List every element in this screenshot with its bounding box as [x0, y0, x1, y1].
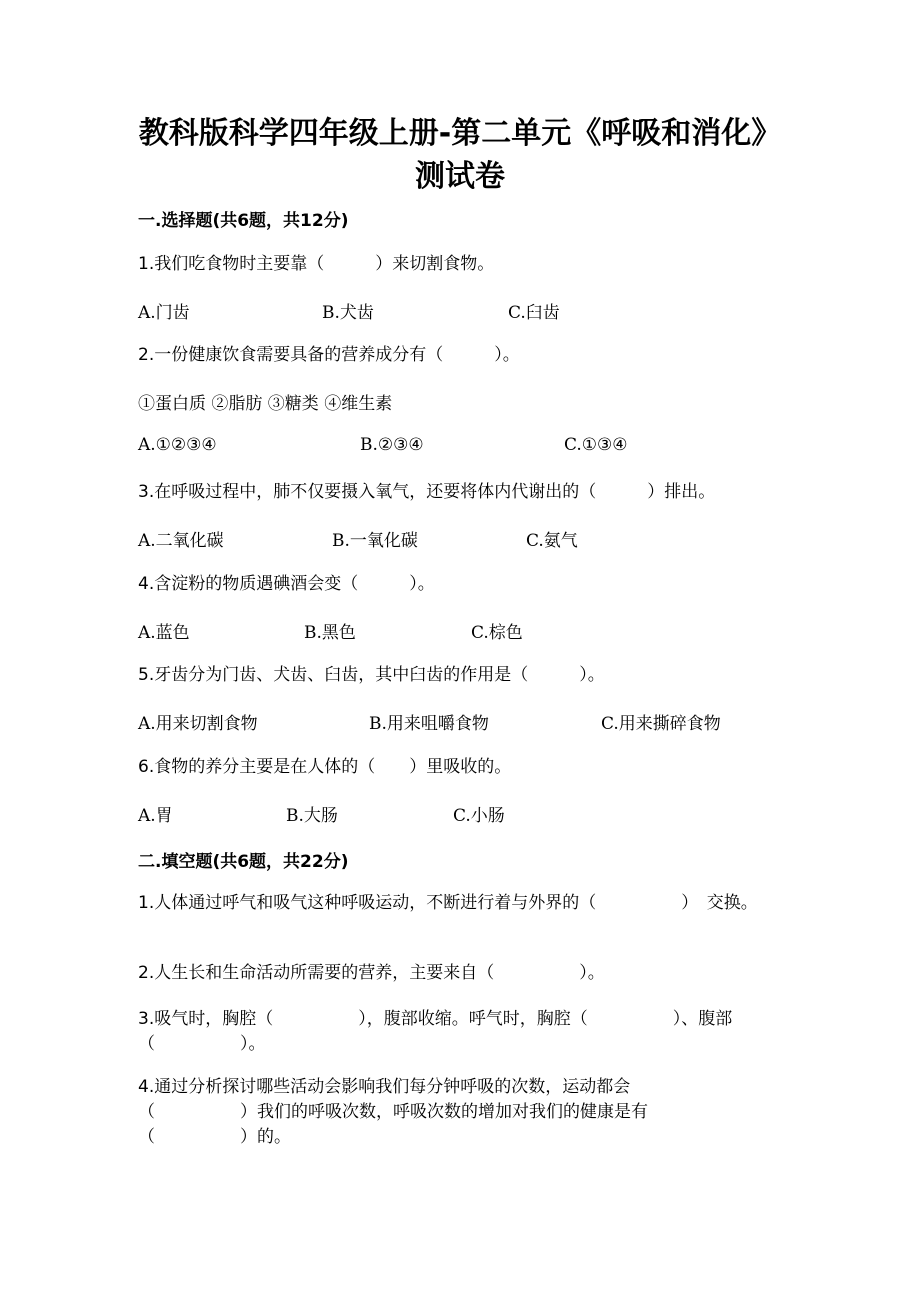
- question-3: [138, 480, 778, 505]
- option-c: C.棕色: [471, 623, 523, 643]
- option-a: A.胃: [138, 806, 173, 826]
- question-text: 食物的养分主要是在人体的（ ）里吸收的。: [154, 757, 512, 777]
- question-number: 2.: [138, 963, 155, 983]
- question-text: 通过分析探讨哪些活动会影响我们每分钟呼吸的次数，运动都会（ ）我们的呼吸次数，呼吸次数的增加对我们的健康是有（ ）的。: [138, 1077, 648, 1147]
- question-4: [138, 572, 778, 597]
- fill-question-1: [138, 891, 778, 916]
- fill-question-3: [138, 1007, 778, 1057]
- question-number: 5.: [138, 665, 155, 685]
- question-number: 4.: [138, 1077, 155, 1097]
- question-number: 4.: [138, 574, 155, 594]
- option-a: A.门齿: [138, 303, 190, 323]
- option-c: C.氨气: [526, 531, 578, 551]
- page-title: 教科版科学四年级上册-第二单元《呼吸和消化》测试卷: [138, 116, 782, 194]
- question-text: 含淀粉的物质遇碘酒会变（ ）。: [154, 574, 435, 594]
- question-text: 我们吃食物时主要靠（ ）来切割食物。: [154, 254, 495, 274]
- option-c: C.用来撕碎食物: [601, 714, 721, 734]
- option-b: B.②③④: [360, 435, 424, 455]
- question-number: 3.: [138, 1009, 155, 1029]
- option-b: B.大肠: [286, 806, 338, 826]
- question-text: 一份健康饮食需要具备的营养成分有（ ）。: [154, 345, 520, 365]
- option-b: B.犬齿: [322, 303, 374, 323]
- section-heading-choice: 一.选择题(共6题，共12分): [138, 211, 349, 231]
- option-c: C.①③④: [564, 435, 628, 455]
- option-b: B.用来咀嚼食物: [369, 714, 489, 734]
- question-text: 在呼吸过程中，肺不仅要摄入氧气，还要将体内代谢出的（ ）排出。: [154, 482, 716, 502]
- option-a: A.用来切割食物: [138, 714, 258, 734]
- option-a: A.二氧化碳: [138, 531, 224, 551]
- question-2: [138, 343, 778, 368]
- question-1: [138, 252, 778, 277]
- question-text: 牙齿分为门齿、犬齿、臼齿，其中臼齿的作用是（ ）。: [154, 665, 605, 685]
- question-number: 1.: [138, 893, 155, 913]
- section-heading-fill-blank: 二.填空题(共6题，共22分): [138, 852, 349, 872]
- question-6: [138, 755, 778, 780]
- option-b: B.一氧化碳: [332, 531, 418, 551]
- question-number: 6.: [138, 757, 155, 777]
- question-extra-line: ①蛋白质 ②脂肪 ③糖类 ④维生素: [138, 394, 393, 414]
- question-number: 2.: [138, 345, 155, 365]
- question-number: 1.: [138, 254, 155, 274]
- question-5: [138, 663, 778, 688]
- question-text: 人体通过呼气和吸气这种呼吸运动，不断进行着与外界的（ ） 交换。: [154, 893, 758, 913]
- question-text: 吸气时，胸腔（ ），腹部收缩。呼气时，胸腔（ ）、腹部（ ）。: [138, 1009, 733, 1054]
- fill-question-2: [138, 961, 778, 986]
- question-text: 人生长和生命活动所需要的营养，主要来自（ ）。: [154, 963, 605, 983]
- option-b: B.黑色: [304, 623, 356, 643]
- option-c: C.臼齿: [508, 303, 560, 323]
- option-a: A.蓝色: [138, 623, 190, 643]
- fill-question-4: [138, 1075, 698, 1150]
- question-number: 3.: [138, 482, 155, 502]
- option-c: C.小肠: [453, 806, 505, 826]
- option-a: A.①②③④: [138, 435, 217, 455]
